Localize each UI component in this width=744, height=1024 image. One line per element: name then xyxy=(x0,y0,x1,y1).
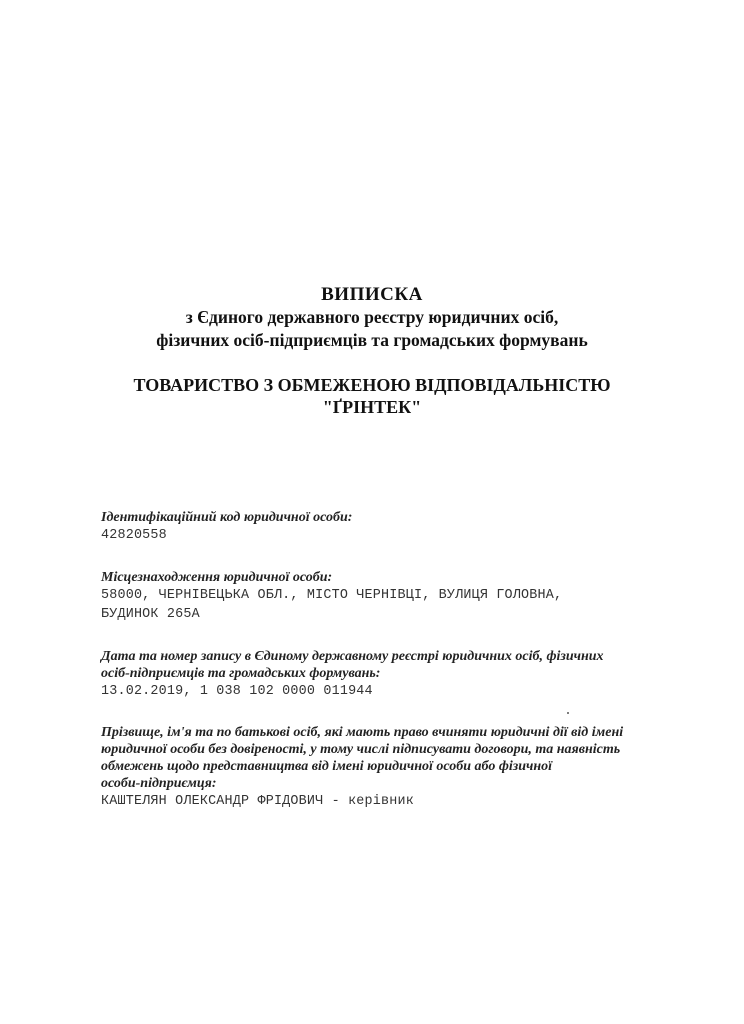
address-value-line-1: 58000, ЧЕРНІВЕЦЬКА ОБЛ., МІСТО ЧЕРНІВЦІ, ВУЛИЦЯ ГОЛОВНА, xyxy=(101,588,563,603)
document-header xyxy=(0,284,744,418)
scan-speck xyxy=(567,712,569,714)
address-value-line-2: БУДИНОК 265А xyxy=(101,607,200,622)
identification-code-value: 42820558 xyxy=(101,528,167,543)
authorized-persons-label-line-4: особи-підприємця: xyxy=(101,776,217,791)
identification-code-section xyxy=(101,509,661,545)
document-subtitle-line-2: фізичних осіб-підприємців та громадських формувань xyxy=(156,330,588,350)
registration-record-label-line-2: осіб-підприємців та громадських формувань: xyxy=(101,666,381,681)
address-section xyxy=(101,569,661,624)
address-label: Місцезнаходження юридичної особи: xyxy=(101,570,333,585)
organization-block xyxy=(0,374,744,418)
identification-code-label: Ідентифікаційний код юридичної особи: xyxy=(101,510,353,525)
authorized-persons-value: КАШТЕЛЯН ОЛЕКСАНДР ФРІДОВИЧ - керівник xyxy=(101,794,414,809)
registration-record-section xyxy=(101,648,661,701)
registration-record-value: 13.02.2019, 1 038 102 0000 011944 xyxy=(101,684,373,699)
authorized-persons-label-line-2: юридичної особи без довіреності, у тому числі підписувати договори, та наявність xyxy=(101,742,621,757)
registration-record-label-line-1: Дата та номер запису в Єдиному державному реєстрі юридичних осіб, фізичних xyxy=(101,649,604,664)
authorized-persons-section xyxy=(101,724,681,811)
document-title: ВИПИСКА xyxy=(321,284,423,305)
document-subtitle-line-1: з Єдиного державного реєстру юридичних осіб, xyxy=(185,307,559,327)
organization-name: "ҐРІНТЕК" xyxy=(322,397,422,417)
authorized-persons-label-line-3: обмежень щодо представництва від імені юридичної особи або фізичної xyxy=(101,759,553,774)
authorized-persons-label-line-1: Прізвище, ім'я та по батькові осіб, які мають право вчиняти юридичні дії від імені xyxy=(101,725,624,740)
organization-type: ТОВАРИСТВО З ОБМЕЖЕНОЮ ВІДПОВІДАЛЬНІСТЮ xyxy=(133,375,611,395)
